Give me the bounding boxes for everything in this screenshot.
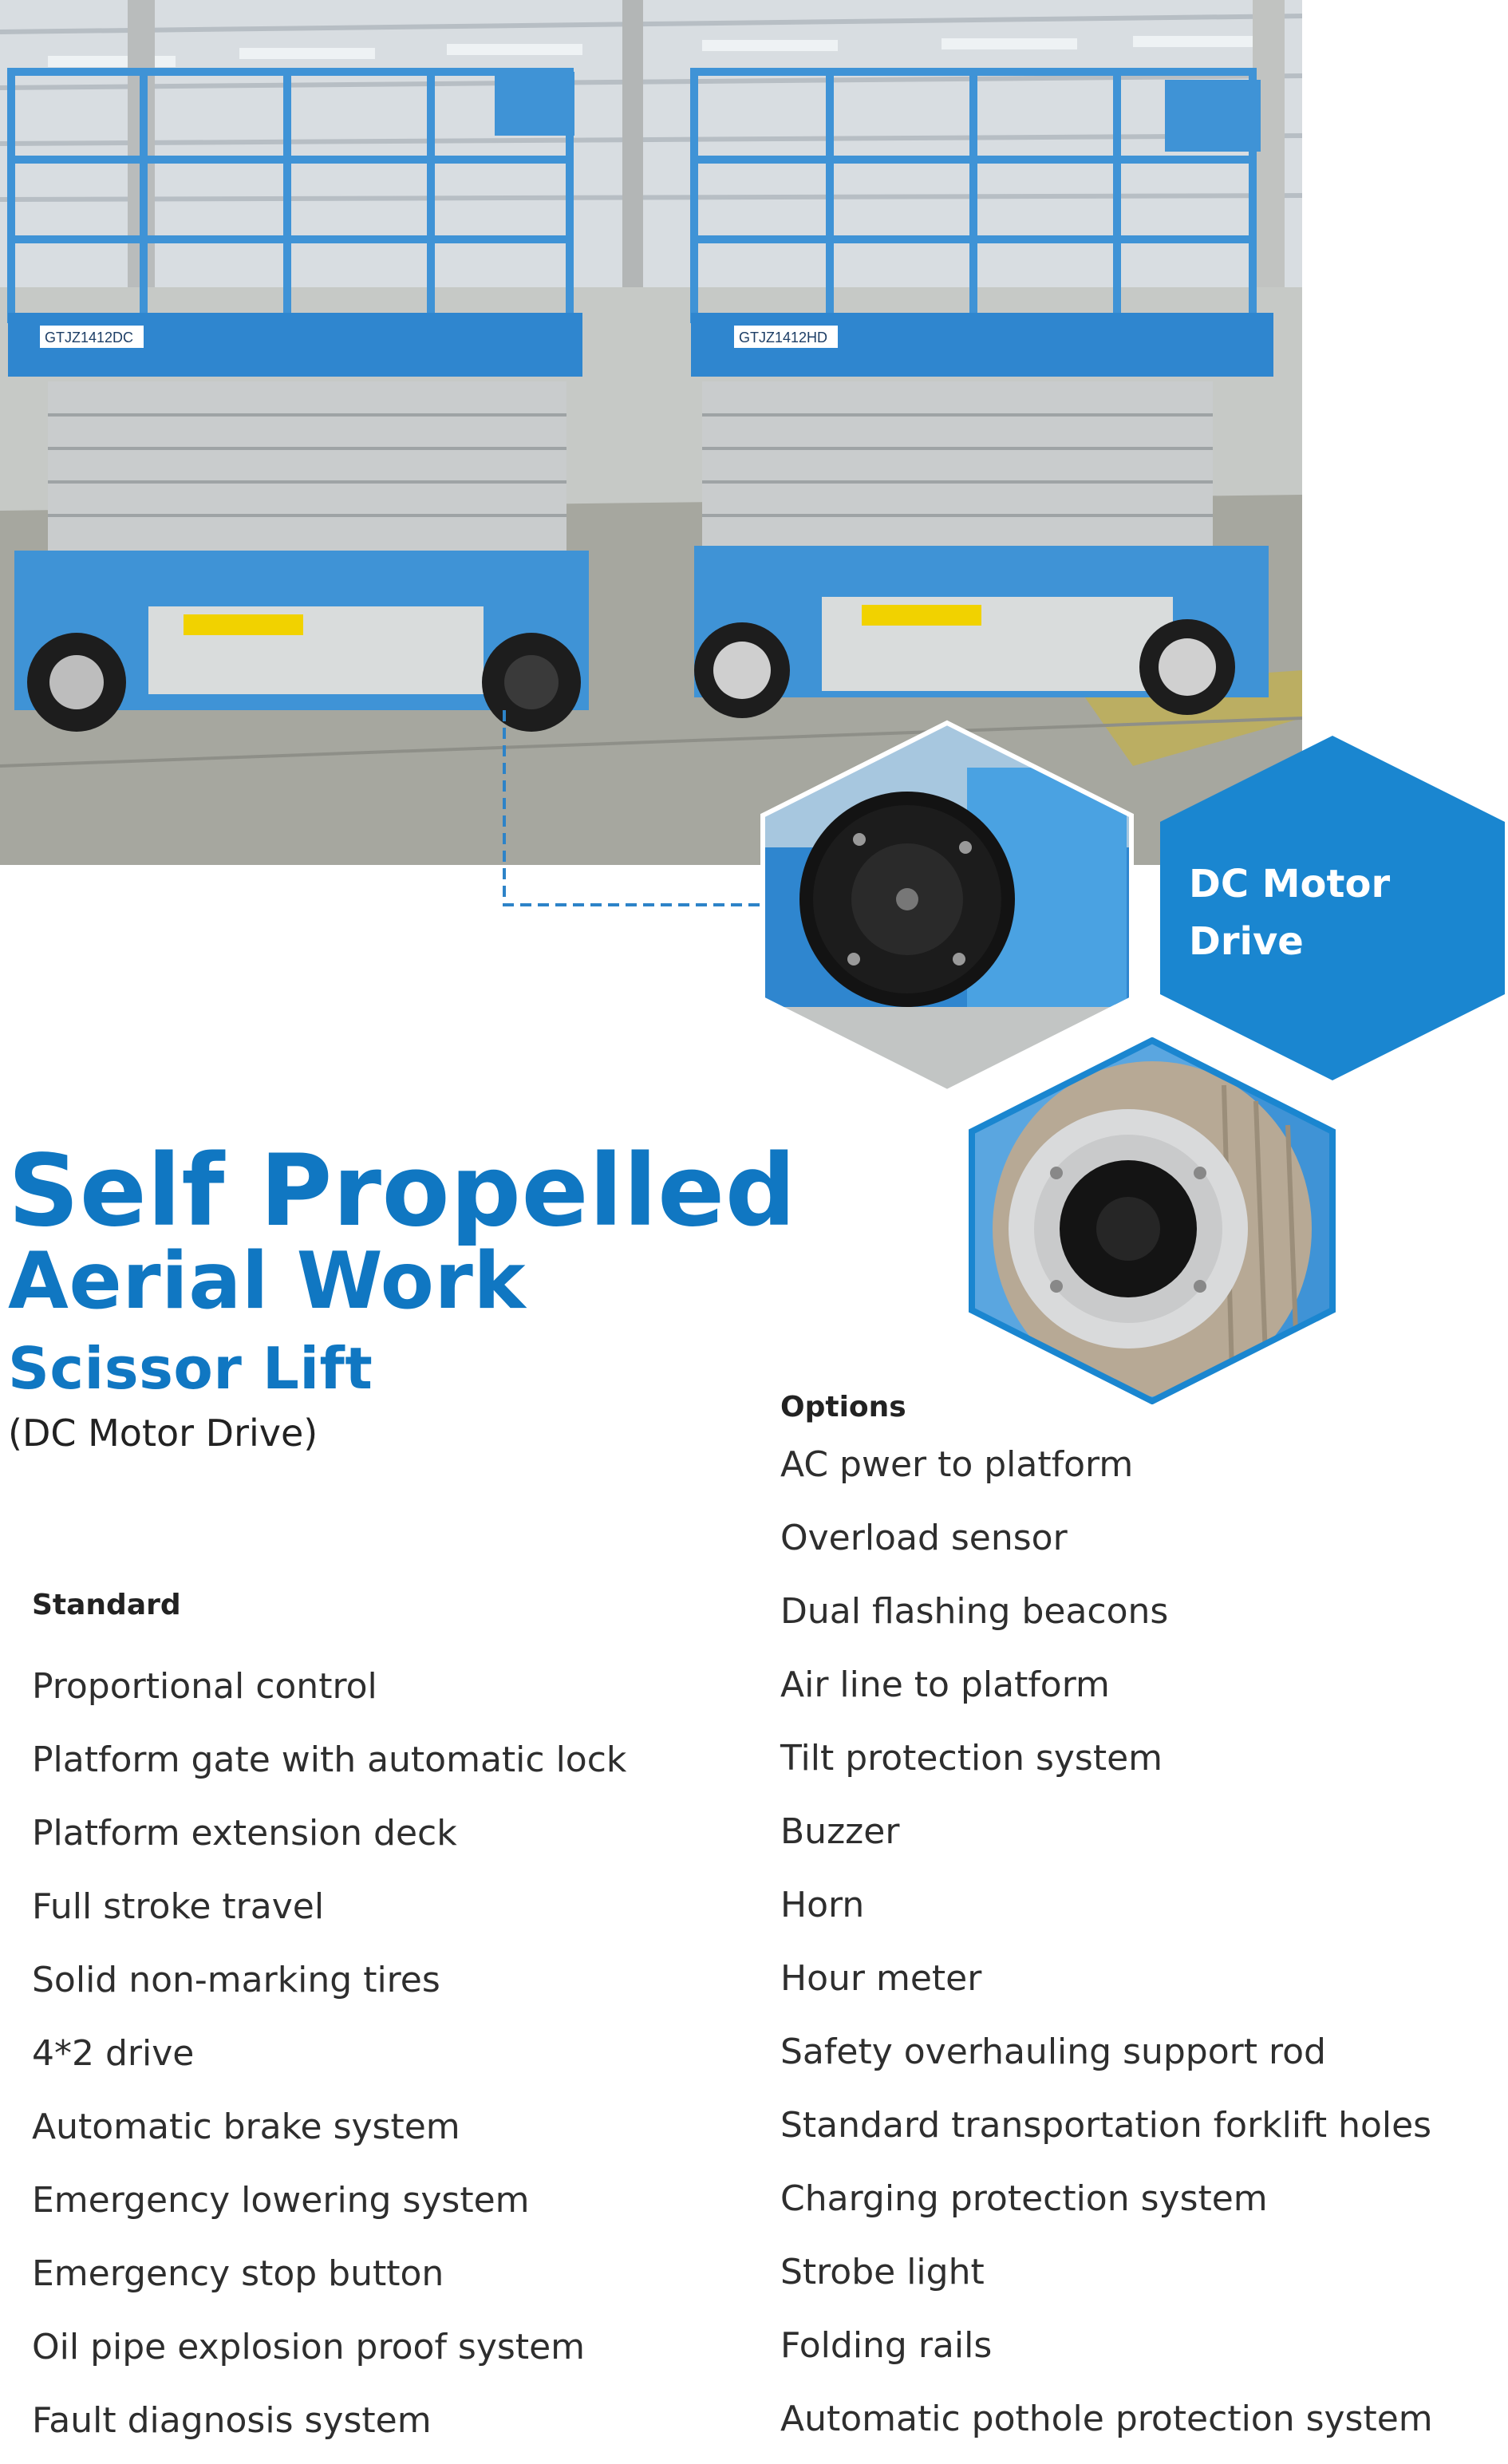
list-item: Emergency lowering system (32, 2180, 530, 2221)
wheel-closeup-image (969, 1037, 1336, 1404)
badge-label: DC Motor Drive (1189, 862, 1391, 964)
title-line-2: Aerial Work (8, 1236, 527, 1327)
list-item: Air line to platform (780, 1664, 1110, 1705)
list-item: Emergency stop button (32, 2253, 444, 2294)
list-item: Horn (780, 1885, 865, 1925)
lift-2-label: GTJZ1412HD (739, 330, 828, 346)
list-item: Tilt protection system (780, 1738, 1163, 1779)
list-item: Proportional control (32, 1666, 377, 1707)
standard-list (32, 1650, 626, 2458)
list-item: Buzzer (780, 1811, 900, 1852)
subtitle: (DC Motor Drive) (8, 1412, 318, 1455)
list-item: AC pwer to platform (780, 1444, 1134, 1485)
list-item: Safety overhauling support rod (780, 2032, 1326, 2072)
list-item: Folding rails (780, 2325, 993, 2366)
list-item: Hour meter (780, 1958, 982, 1999)
title-line-1: Self Propelled (8, 1134, 796, 1249)
list-item: Automatic pothole protection system (780, 2399, 1433, 2439)
standard-heading: Standard (32, 1589, 181, 1621)
list-item: Charging protection system (780, 2178, 1268, 2219)
options-list (780, 1428, 1433, 2456)
list-item: Platform extension deck (32, 1813, 457, 1854)
options-heading: Options (780, 1391, 906, 1424)
list-item: Strobe light (780, 2252, 985, 2292)
lift-1-label: GTJZ1412DC (45, 330, 134, 346)
list-item: Platform gate with automatic lock (32, 1739, 627, 1780)
list-item: Standard transportation forklift holes (780, 2105, 1432, 2146)
list-item: Solid non-marking tires (32, 1960, 440, 2000)
title-line-3: Scissor Lift (8, 1335, 373, 1402)
list-item: 4*2 drive (32, 2033, 195, 2074)
list-item: Dual flashing beacons (780, 1591, 1169, 1632)
list-item: Oil pipe explosion proof system (32, 2327, 585, 2367)
list-item: Fault diagnosis system (32, 2400, 432, 2441)
list-item: Overload sensor (780, 1518, 1068, 1558)
list-item: Automatic brake system (32, 2107, 460, 2147)
detail-connector-line (501, 710, 772, 910)
list-item: Full stroke travel (32, 1886, 325, 1927)
